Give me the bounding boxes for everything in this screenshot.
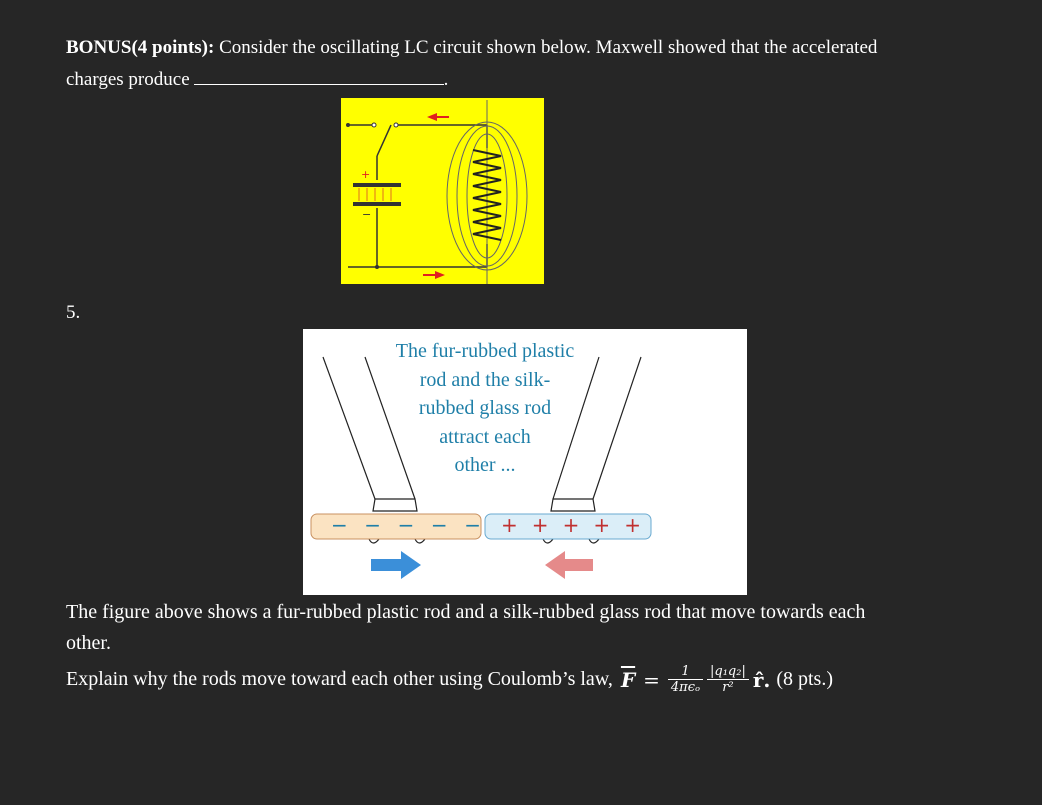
bonus-label: BONUS(4 points): — [66, 37, 215, 58]
force-vector: $\overline{F}$ — [620, 667, 636, 692]
minus-sign: − — [364, 513, 382, 537]
question-number: 5. — [66, 302, 81, 323]
plus-sign: + — [624, 513, 641, 537]
coulomb-line — [66, 664, 833, 695]
paragraph-line-1: The figure above shows a fur-rubbed plastic rod and a silk-rubbed glass rod that move towards each — [66, 601, 866, 623]
glass-rod-charges — [501, 513, 641, 537]
frac1-numerator: 1 — [668, 664, 703, 680]
lc-circuit-diagram — [341, 98, 544, 284]
frac1-denominator: 4πϵₒ — [670, 680, 701, 695]
fraction-charges — [707, 664, 749, 695]
lc-circuit-figure — [341, 98, 544, 284]
bonus-line-2 — [66, 68, 448, 91]
frac2-denominator: r² — [722, 680, 734, 695]
caption-line: other ... — [454, 454, 516, 476]
svg-text:+: + — [361, 168, 371, 181]
plus-sign: + — [593, 513, 611, 537]
caption-line: The fur-rubbed plastic — [395, 340, 575, 362]
fraction-constant — [668, 664, 703, 695]
bonus-period: . — [443, 69, 449, 90]
plus-sign: + — [501, 513, 518, 537]
paragraph-line-2: other. — [66, 632, 111, 654]
plastic-rod-charges — [331, 513, 481, 537]
caption-line: rod and the silk- — [419, 368, 551, 391]
bonus-text-2: charges produce — [66, 69, 190, 90]
caption-line: rubbed glass rod — [418, 397, 552, 419]
unit-vector: r̂. — [752, 667, 771, 692]
svg-text:−: − — [362, 208, 372, 221]
answer-blank[interactable] — [194, 68, 444, 85]
minus-sign: − — [430, 513, 448, 537]
figure-caption — [365, 337, 605, 480]
minus-sign: − — [397, 513, 415, 537]
minus-sign: − — [464, 513, 481, 537]
plus-sign: + — [562, 513, 580, 537]
explain-text: Explain why the rods move toward each other using Coulomb’s law, — [66, 668, 613, 690]
minus-sign: − — [331, 513, 348, 537]
frac2-numerator: |q₁q₂| — [707, 664, 749, 680]
equals-sign: = — [643, 667, 660, 692]
caption-line: attract each — [439, 425, 531, 448]
rods-figure — [303, 329, 747, 595]
bonus-line-1 — [66, 37, 877, 59]
points-label: (8 pts.) — [776, 668, 834, 690]
plus-sign: + — [531, 513, 549, 537]
bonus-text-1: Consider the oscillating LC circuit shown below. Maxwell showed that the accelerated — [219, 37, 878, 58]
